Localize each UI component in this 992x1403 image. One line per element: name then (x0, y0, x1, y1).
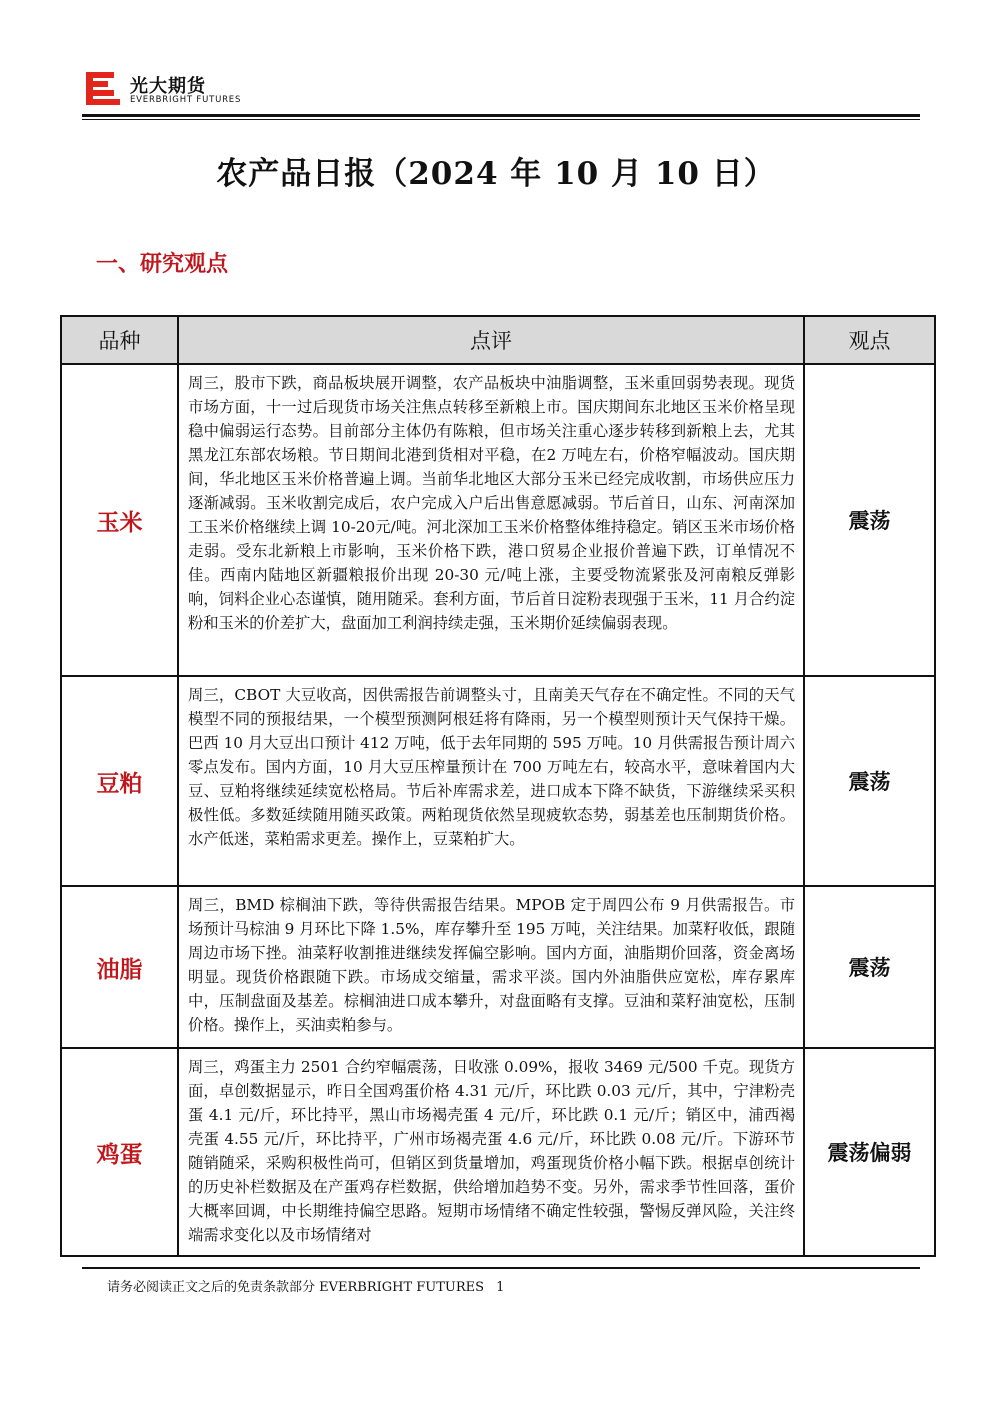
variety-cell: 油脂 (61, 886, 178, 1048)
header-view: 观点 (804, 316, 935, 364)
comment-cell: 周三，BMD 棕榈油下跌，等待供需报告结果。MPOB 定于周四公布 9 月供需报告。市场预计马棕油 9 月环比下降 1.5%，库存攀升至 195 万吨，关注结果。加菜籽收低，跟随周边市场下挫。油菜籽收割推进继续发挥偏空影响。国内方面，油脂期价回落，资金离场明显。现货价格跟随下跌。市场成交缩量，需求平淡。国内外油脂供应宽松，库存累库中，压制盘面及基差。棕榈油进口成本攀升，对盘面略有支撑。豆油和菜籽油宽松，压制价格。操作上，买油卖粕参与。 (178, 886, 804, 1048)
disclaimer-text: 请务必阅读正文之后的免责条款部分 EVERBRIGHT FUTURES (107, 1280, 485, 1295)
research-view-table (60, 315, 936, 1257)
logo-english-text: EVERBRIGHT FUTURES (130, 95, 242, 105)
variety-cell: 鸡蛋 (61, 1048, 178, 1256)
view-cell: 震荡 (804, 676, 935, 886)
comment-cell: 周三，鸡蛋主力 2501 合约窄幅震荡，日收涨 0.09%，报收 3469 元/500 千克。现货方面，卓创数据显示，昨日全国鸡蛋价格 4.31 元/斤，环比跌 0.03 元/斤，其中，宁津粉壳蛋 4.1 元/斤，环比持平，黑山市场褐壳蛋 4 元/斤，环比跌 0.1 元/斤；销区中，浦西褐壳蛋 4.55 元/斤，环比持平，广州市场褐壳蛋 4.6 元/斤，环比跌 0.08 元/斤。下游环节随销随采，采购积极性尚可，但销区到货量增加，鸡蛋现货价格小幅下跌。根据卓创统计的历史补栏数据及在产蛋鸡存栏数据，供给增加趋势不变。另外，需求季节性回落，蛋价大概率回调，中长期维持偏空思路。短期市场情绪不确定性较强，警惕反弹风险，关注终端需求变化以及市场情绪对 (178, 1048, 804, 1256)
variety-cell: 玉米 (61, 364, 178, 676)
header-comment: 点评 (178, 316, 804, 364)
page-number: 1 (496, 1280, 505, 1295)
table-row (61, 676, 935, 886)
header-rule-thin (82, 119, 920, 120)
view-cell: 震荡 (804, 364, 935, 676)
header-variety: 品种 (61, 316, 178, 364)
page-header (82, 70, 920, 122)
section-heading: 一、研究观点 (96, 251, 229, 277)
table-header-row (61, 316, 935, 364)
table-row (61, 1048, 935, 1256)
table-row (61, 886, 935, 1048)
page-footer (107, 1276, 504, 1295)
everbright-logo (82, 70, 242, 110)
variety-cell: 豆粕 (61, 676, 178, 886)
comment-cell: 周三，CBOT 大豆收高，因供需报告前调整头寸，且南美天气存在不确定性。不同的天气模型不同的预报结果，一个模型预测阿根廷将有降雨，另一个模型则预计天气保持干燥。巴西 10 月大豆出口预计 412 万吨，低于去年同期的 595 万吨。10 月供需报告预计周六零点发布。国内方面，10 月大豆压榨量预计在 700 万吨左右，较高水平，意味着国内大豆、豆粕将继续延续宽松格局。节后补库需求差，进口成本下降不缺货，下游继续采买积极性低。多数延续随用随买政策。两粕现货依然呈现疲软态势，弱基差也压制期货价格。水产低迷，菜粕需求更差。操作上，豆菜粕扩大。 (178, 676, 804, 886)
view-cell: 震荡 (804, 886, 935, 1048)
report-title: 农产品日报（2024 年 10 月 10 日） (216, 156, 776, 192)
logo-chinese-text: 光大期货 (130, 76, 206, 97)
header-rule (82, 114, 920, 117)
everbright-logo-mark-icon (82, 72, 124, 106)
view-cell: 震荡偏弱 (804, 1048, 935, 1256)
footer-rule (82, 1267, 920, 1269)
table-row (61, 364, 935, 676)
comment-cell: 周三，股市下跌，商品板块展开调整，农产品板块中油脂调整，玉米重回弱势表现。现货市场方面，十一过后现货市场关注焦点转移至新粮上市。国庆期间东北地区玉米价格呈现稳中偏弱运行态势。目前部分主体仍有陈粮，但市场关注重心逐步转移到新粮上去，尤其黑龙江东部农场粮。节日期间北港到货相对平稳，在2 万吨左右，价格窄幅波动。国庆期间，华北地区玉米价格普遍上调。当前华北地区大部分玉米已经完成收割，市场供应压力逐渐减弱。玉米收割完成后，农户完成入户后出售意愿减弱。节后首日，山东、河南深加工玉米价格继续上调 10-20元/吨。河北深加工玉米价格整体维持稳定。销区玉米市场价格走弱。受东北新粮上市影响，玉米价格下跌，港口贸易企业报价普遍下跌，订单情况不佳。西南内陆地区新疆粮报价出现 20-30 元/吨上涨，主要受物流紧张及河南粮反弹影响，饲料企业心态谨慎，随用随采。套利方面，节后首日淀粉表现强于玉米，11 月合约淀粉和玉米的价差扩大，盘面加工利润持续走强，玉米期价延续偏弱表现。 (178, 364, 804, 676)
